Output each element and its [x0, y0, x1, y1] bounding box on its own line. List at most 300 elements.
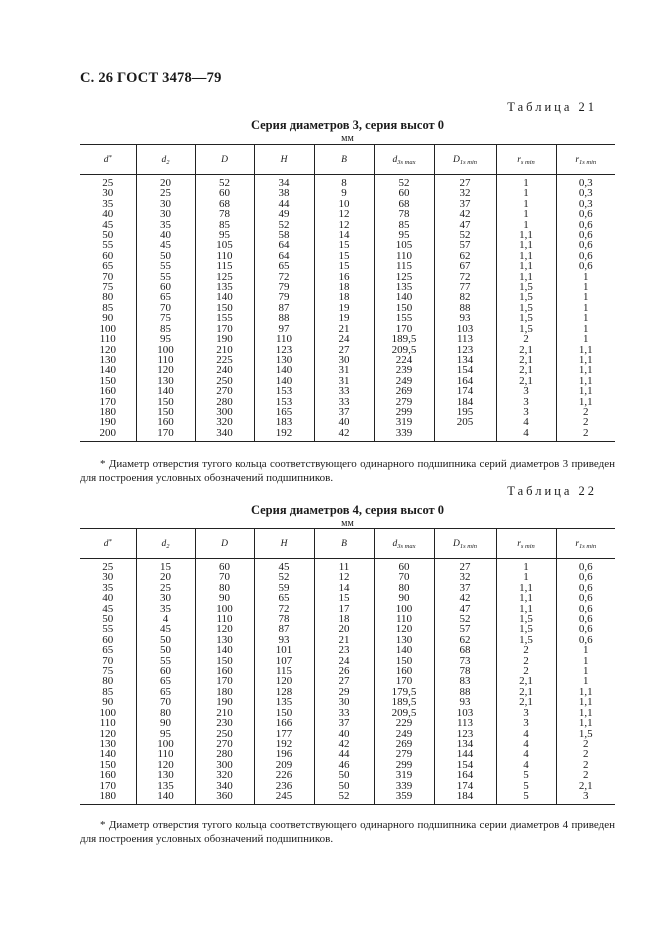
table-cell: 249 [374, 376, 434, 386]
table-cell: 230 [195, 718, 254, 728]
table-cell: 1,1 [556, 718, 615, 728]
table-cell: 80 [374, 583, 434, 593]
table-cell: 30 [102, 571, 114, 584]
table-cell: 33 [314, 386, 374, 396]
table-cell: 107 [254, 656, 314, 666]
table-cell: 60 [374, 188, 434, 198]
table-cell: 33 [314, 397, 374, 407]
table-cell: 270 [195, 386, 254, 396]
table-cell: 339 [374, 781, 434, 791]
table-cell: 2 [556, 749, 615, 759]
table-cell: 35 [136, 604, 195, 614]
table-cell: 155 [195, 313, 254, 323]
table-cell: 140 [99, 748, 116, 761]
table-cell: 1 [556, 303, 615, 313]
table-cell: 224 [374, 355, 434, 365]
table-cell: 1,1 [496, 240, 556, 250]
table-cell: 174 [434, 781, 496, 791]
table-cell: 65 [102, 644, 114, 657]
table-cell: 339 [374, 428, 434, 442]
table-cell: 52 [254, 220, 314, 230]
table-cell: 83 [434, 676, 496, 686]
table-cell: 100 [136, 739, 195, 749]
table-cell: 50 [136, 645, 195, 655]
table-cell: 209,5 [374, 708, 434, 718]
table-21-row [80, 175, 615, 189]
table-cell: 239 [374, 365, 434, 375]
table-cell: 25 [102, 177, 114, 189]
table-22-row [80, 770, 615, 780]
table-cell: 50 [314, 781, 374, 791]
table-cell: 80 [195, 583, 254, 593]
table-cell: 150 [136, 407, 195, 417]
table-cell: 236 [254, 781, 314, 791]
table-cell: 17 [314, 604, 374, 614]
table-cell: 184 [434, 397, 496, 407]
table-cell: 65 [136, 292, 195, 302]
table-cell: 15 [314, 593, 374, 603]
table-cell: 1,1 [556, 687, 615, 697]
table-cell: 78 [374, 209, 434, 219]
table-cell: 110 [99, 717, 116, 730]
table-22-footnote: * Диаметр отверстия тугого кольца соответствующего одинарного подшипника серии диаметров 4 приведен для построения условных обозначений подшипников. [80, 819, 615, 845]
table-cell: 65 [254, 261, 314, 271]
table-cell: 10 [314, 199, 374, 209]
table-cell: 250 [195, 376, 254, 386]
table-cell: 250 [195, 729, 254, 739]
column-header: D [195, 529, 254, 559]
table-cell: 37 [314, 718, 374, 728]
table-cell: 209,5 [374, 345, 434, 355]
table-cell: 1 [496, 209, 556, 219]
table-cell: 120 [99, 727, 116, 740]
table-cell: 1,5 [496, 292, 556, 302]
table-cell: 95 [136, 729, 195, 739]
table-cell: 62 [434, 251, 496, 261]
table-cell: 1,1 [496, 604, 556, 614]
table-cell: 1,1 [496, 261, 556, 271]
table-cell: 32 [434, 572, 496, 582]
table-cell: 100 [99, 706, 116, 719]
table-cell: 21 [314, 324, 374, 334]
table-cell: 1,1 [556, 345, 615, 355]
table-cell: 160 [99, 769, 116, 782]
table-cell: 2 [496, 666, 556, 676]
table-cell: 0,6 [556, 209, 615, 219]
table-cell: 113 [434, 718, 496, 728]
column-header: d* [80, 145, 136, 175]
table-cell: 40 [314, 729, 374, 739]
table-cell: 1 [556, 313, 615, 323]
table-cell: 73 [434, 656, 496, 666]
table-cell: 65 [136, 687, 195, 697]
table-cell: 33 [314, 708, 374, 718]
table-cell: 26 [314, 666, 374, 676]
table-cell: 3 [496, 386, 556, 396]
table-cell: 16 [314, 272, 374, 282]
table-cell: 209 [254, 760, 314, 770]
table-cell: 319 [374, 770, 434, 780]
page-header: С. 26 ГОСТ 3478—79 [80, 70, 222, 86]
table-cell: 29 [314, 687, 374, 697]
table-cell: 189,5 [374, 697, 434, 707]
table-cell: 319 [374, 417, 434, 427]
table-cell: 1 [556, 292, 615, 302]
table-cell: 47 [434, 220, 496, 230]
table-cell: 37 [314, 407, 374, 417]
table-cell: 42 [314, 739, 374, 749]
table-cell: 130 [99, 353, 116, 366]
table-cell: 155 [374, 313, 434, 323]
table-cell: 180 [195, 687, 254, 697]
table-cell: 42 [434, 593, 496, 603]
table-cell: 37 [434, 583, 496, 593]
table-cell: 2,1 [496, 687, 556, 697]
table-cell: 229 [374, 718, 434, 728]
table-cell: 180 [80, 791, 136, 805]
table-cell: 115 [374, 261, 434, 271]
table-cell: 150 [195, 656, 254, 666]
table-cell: 46 [314, 760, 374, 770]
table-cell: 88 [434, 303, 496, 313]
table-cell: 164 [434, 376, 496, 386]
table-cell: 100 [136, 345, 195, 355]
table-cell: 192 [254, 739, 314, 749]
table-cell: 153 [254, 397, 314, 407]
table-cell: 1,5 [496, 303, 556, 313]
table-cell: 42 [434, 209, 496, 219]
table-cell: 164 [434, 770, 496, 780]
table-cell: 42 [314, 428, 374, 442]
table-cell: 1,1 [556, 376, 615, 386]
table-cell: 115 [195, 261, 254, 271]
table-cell: 4 [496, 749, 556, 759]
table-cell: 1,1 [496, 583, 556, 593]
table-cell: 27 [434, 559, 496, 573]
table-cell: 40 [102, 208, 114, 221]
table-cell: 49 [254, 209, 314, 219]
table-cell: 135 [136, 781, 195, 791]
table-cell: 135 [195, 282, 254, 292]
column-header: H [254, 529, 314, 559]
column-header: $d_2$ [136, 145, 195, 175]
table-cell: 225 [195, 355, 254, 365]
table-cell: 1 [556, 334, 615, 344]
table-cell: 27 [314, 345, 374, 355]
table-cell: 120 [374, 624, 434, 634]
table-cell: 52 [434, 614, 496, 624]
table-cell: 1 [496, 220, 556, 230]
column-header: H [254, 145, 314, 175]
table-cell: 2 [496, 656, 556, 666]
table-cell: 3 [496, 397, 556, 407]
table-cell: 15 [314, 261, 374, 271]
table-cell: 210 [195, 708, 254, 718]
table-cell: 5 [496, 770, 556, 780]
table-22-label: Таблица 22 [507, 484, 597, 498]
table-cell: 87 [254, 624, 314, 634]
table-cell: 79 [254, 282, 314, 292]
table-cell: 70 [102, 270, 114, 283]
column-header: $d_{3s max}$ [374, 529, 434, 559]
table-cell: 140 [136, 791, 195, 805]
column-header: $r_{1s min}$ [556, 529, 615, 559]
table-cell: 2,1 [496, 355, 556, 365]
table-cell: 93 [254, 635, 314, 645]
table-cell: 130 [99, 737, 116, 750]
table-cell: 100 [99, 322, 116, 335]
table-cell: 65 [254, 593, 314, 603]
table-21-title: Серия диаметров 3, серия высот 0 [250, 118, 445, 132]
table-cell: 170 [136, 428, 195, 442]
table-21 [80, 144, 615, 442]
table-cell: 120 [254, 676, 314, 686]
table-cell: 1 [496, 199, 556, 209]
table-cell: 179,5 [374, 687, 434, 697]
table-cell: 150 [99, 758, 116, 771]
table-cell: 170 [99, 779, 116, 792]
table-cell: 52 [195, 175, 254, 189]
table-cell: 125 [195, 272, 254, 282]
table-cell: 1,1 [496, 230, 556, 240]
table-cell: 18 [314, 282, 374, 292]
table-cell: 75 [136, 313, 195, 323]
table-cell: 1,5 [496, 624, 556, 634]
table-cell: 1,1 [556, 386, 615, 396]
table-cell: 110 [136, 355, 195, 365]
table-cell: 88 [254, 313, 314, 323]
table-cell: 192 [254, 428, 314, 442]
table-cell: 31 [314, 365, 374, 375]
table-cell: 160 [99, 385, 116, 398]
table-cell: 90 [136, 718, 195, 728]
table-cell: 110 [254, 334, 314, 344]
column-header: $r_{1s min}$ [556, 145, 615, 175]
table-cell: 85 [102, 685, 114, 698]
table-cell: 135 [254, 697, 314, 707]
table-cell: 88 [434, 687, 496, 697]
table-cell: 35 [102, 581, 114, 594]
table-cell: 123 [254, 345, 314, 355]
table-cell: 1 [496, 188, 556, 198]
table-cell: 130 [254, 355, 314, 365]
table-cell: 5 [496, 791, 556, 805]
table-cell: 1,5 [496, 282, 556, 292]
table-cell: 0,6 [556, 251, 615, 261]
table-cell: 18 [314, 292, 374, 302]
table-cell: 123 [434, 729, 496, 739]
table-cell: 1,5 [556, 729, 615, 739]
table-cell: 9 [314, 188, 374, 198]
table-cell: 90 [102, 312, 114, 325]
table-cell: 120 [99, 343, 116, 356]
table-cell: 170 [374, 676, 434, 686]
table-cell: 55 [102, 239, 114, 252]
table-cell: 2,1 [496, 697, 556, 707]
table-cell: 15 [136, 559, 195, 573]
table-cell: 180 [99, 405, 116, 418]
table-cell: 130 [136, 376, 195, 386]
table-cell: 47 [434, 604, 496, 614]
table-cell: 196 [254, 749, 314, 759]
table-cell: 90 [195, 593, 254, 603]
table-cell: 30 [136, 593, 195, 603]
table-cell: 30 [314, 697, 374, 707]
table-cell: 170 [195, 324, 254, 334]
table-cell: 12 [314, 220, 374, 230]
table-cell: 1 [556, 656, 615, 666]
table-cell: 52 [434, 230, 496, 240]
table-cell: 0,6 [556, 593, 615, 603]
table-21-label: Таблица 21 [507, 100, 597, 114]
table-cell: 103 [434, 708, 496, 718]
column-header: B [314, 529, 374, 559]
table-cell: 210 [195, 345, 254, 355]
table-cell: 23 [314, 645, 374, 655]
column-header: $r_{s min}$ [496, 529, 556, 559]
table-cell: 27 [434, 175, 496, 189]
table-cell: 67 [434, 261, 496, 271]
table-cell: 2 [496, 645, 556, 655]
table-cell: 1 [556, 645, 615, 655]
table-cell: 1 [556, 666, 615, 676]
column-header: D [195, 145, 254, 175]
table-cell: 2,1 [496, 376, 556, 386]
column-header: $d_2$ [136, 529, 195, 559]
table-cell: 0,6 [556, 604, 615, 614]
table-cell: 190 [195, 334, 254, 344]
table-cell: 52 [314, 791, 374, 805]
table-cell: 1 [496, 572, 556, 582]
table-cell: 1,1 [556, 697, 615, 707]
table-cell: 150 [374, 303, 434, 313]
table-cell: 90 [102, 696, 114, 709]
table-cell: 55 [136, 272, 195, 282]
table-cell: 4 [496, 417, 556, 427]
table-cell: 160 [136, 417, 195, 427]
table-cell: 140 [374, 292, 434, 302]
table-cell: 0,6 [556, 572, 615, 582]
table-cell: 12 [314, 572, 374, 582]
table-cell: 190 [195, 697, 254, 707]
table-cell: 45 [254, 559, 314, 573]
table-cell: 60 [195, 559, 254, 573]
table-cell: 150 [374, 656, 434, 666]
table-cell: 60 [374, 559, 434, 573]
table-cell: 154 [434, 365, 496, 375]
table-cell: 0,3 [556, 199, 615, 209]
table-cell: 4 [136, 614, 195, 624]
table-cell: 110 [374, 251, 434, 261]
table-cell: 40 [102, 592, 114, 605]
table-cell: 1 [496, 175, 556, 189]
table-cell: 85 [195, 220, 254, 230]
column-header: $D_{1s min}$ [434, 529, 496, 559]
table-cell: 2 [556, 407, 615, 417]
table-cell: 3 [496, 718, 556, 728]
table-cell: 50 [136, 251, 195, 261]
table-cell: 360 [195, 791, 254, 805]
table-cell: 2 [556, 428, 615, 442]
table-21-row [80, 428, 615, 442]
table-cell: 85 [102, 301, 114, 314]
table-cell: 249 [374, 729, 434, 739]
table-cell: 60 [102, 633, 114, 646]
table-cell: 58 [254, 230, 314, 240]
table-cell: 0,3 [556, 175, 615, 189]
table-cell: 1,1 [556, 365, 615, 375]
table-cell: 52 [374, 175, 434, 189]
table-cell: 4 [496, 739, 556, 749]
table-cell: 12 [314, 209, 374, 219]
table-cell: 65 [136, 676, 195, 686]
table-cell: 123 [434, 345, 496, 355]
table-21-footnote: * Диаметр отверстия тугого кольца соответствующего одинарного подшипника серий диаметров 3 приведен для построения условных обозначений подшипников. [80, 458, 615, 484]
table-cell: 75 [102, 665, 114, 678]
table-cell: 70 [102, 654, 114, 667]
table-cell: 15 [314, 251, 374, 261]
table-cell: 154 [434, 760, 496, 770]
table-cell: 80 [102, 675, 114, 688]
table-21-units: мм [341, 133, 354, 144]
table-cell: 1,1 [556, 708, 615, 718]
table-cell: 70 [374, 572, 434, 582]
table-21-row [80, 386, 615, 396]
table-cell: 3 [496, 708, 556, 718]
table-cell: 110 [195, 251, 254, 261]
table-cell: 269 [374, 739, 434, 749]
table-cell: 50 [102, 229, 114, 242]
table-cell: 72 [254, 272, 314, 282]
table-cell: 184 [434, 791, 496, 805]
table-cell: 85 [136, 324, 195, 334]
table-cell: 134 [434, 739, 496, 749]
table-cell: 97 [254, 324, 314, 334]
table-cell: 0,3 [556, 188, 615, 198]
table-cell: 25 [102, 561, 114, 573]
table-cell: 1 [556, 282, 615, 292]
table-cell: 60 [102, 249, 114, 262]
table-cell: 1,1 [496, 251, 556, 261]
table-cell: 100 [374, 604, 434, 614]
table-cell: 19 [314, 303, 374, 313]
table-cell: 1,1 [496, 272, 556, 282]
table-cell: 90 [374, 593, 434, 603]
table-cell: 85 [374, 220, 434, 230]
table-cell: 280 [195, 397, 254, 407]
table-cell: 5 [496, 781, 556, 791]
table-cell: 340 [195, 781, 254, 791]
table-cell: 170 [195, 676, 254, 686]
table-cell: 174 [434, 386, 496, 396]
table-cell: 150 [195, 303, 254, 313]
table-cell: 240 [195, 365, 254, 375]
table-cell: 280 [195, 749, 254, 759]
table-cell: 1 [556, 324, 615, 334]
table-cell: 93 [434, 313, 496, 323]
table-cell: 101 [254, 645, 314, 655]
table-cell: 205 [434, 417, 496, 427]
table-cell: 80 [136, 708, 195, 718]
table-cell: 113 [434, 334, 496, 344]
table-cell: 226 [254, 770, 314, 780]
table-cell: 340 [195, 428, 254, 442]
table-cell: 72 [434, 272, 496, 282]
table-cell: 31 [314, 376, 374, 386]
table-cell: 38 [254, 188, 314, 198]
table-cell: 269 [374, 386, 434, 396]
table-cell: 135 [374, 282, 434, 292]
